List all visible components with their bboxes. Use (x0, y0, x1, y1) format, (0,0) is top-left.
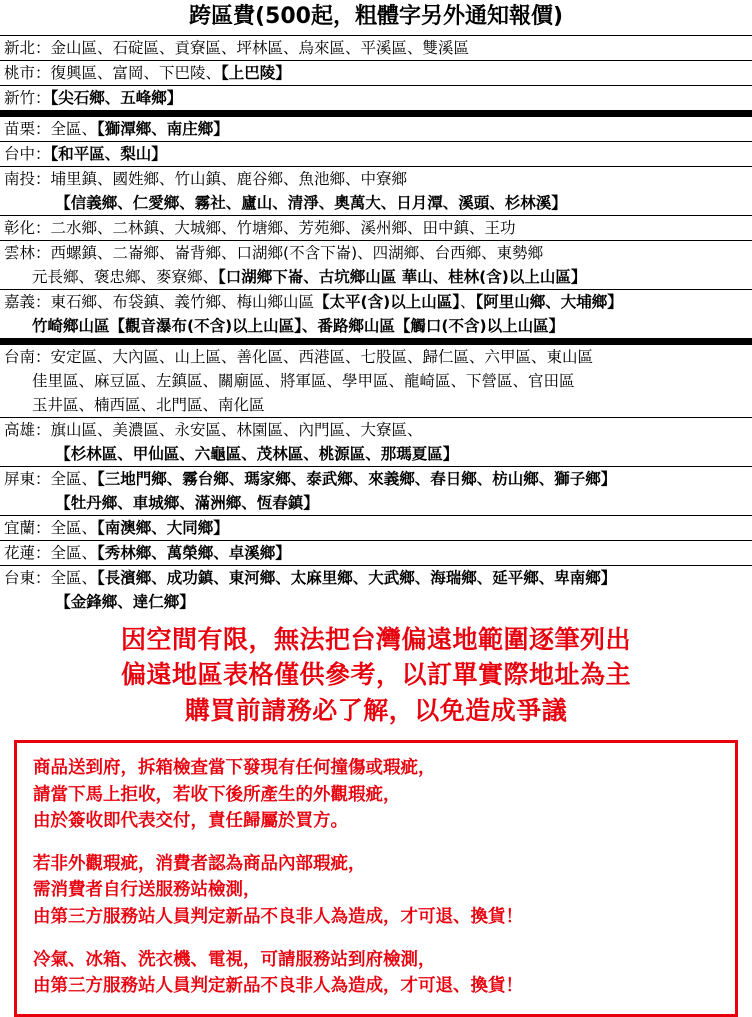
region-text-bold: 【太平(含)以上山區】 (314, 292, 460, 311)
region-name: 屏東： (4, 469, 51, 488)
notice-line: 若非外觀瑕疵，消費者認為商品內部瑕疵， (33, 853, 366, 874)
table-row (0, 240, 752, 265)
region-text: 玉井區、楠西區、北門區、南化區 (32, 395, 265, 414)
region-line (0, 289, 752, 314)
region-line (0, 166, 752, 191)
region-text-bold: 【杉林區、甲仙區、六龜區、茂林區、桃源區、那瑪夏區】 (63, 444, 459, 463)
region-line (0, 215, 752, 240)
notice-paragraph (33, 851, 719, 931)
table-row (0, 35, 752, 60)
region-name: 台中： (4, 144, 51, 163)
region-text-bold: 【金鋒鄉、達仁鄉】 (63, 592, 195, 611)
region-text-bold: 【信義鄉、仁愛鄉、霧社、廬山、清淨、奧萬大、日月潭、溪頭、杉林溪】 (63, 193, 567, 212)
notice-line: 商品送到府，拆箱檢查當下發現有任何撞傷或瑕疵， (33, 758, 436, 778)
region-text-bold: 【牡丹鄉、車城鄉、滿洲鄉、恆春鎮】 (63, 493, 319, 512)
region-line (0, 515, 752, 540)
notice-line: 需消費者自行送服務站檢測， (33, 880, 261, 901)
region-name: 新竹： (4, 88, 51, 107)
region-name: 苗栗： (4, 119, 51, 138)
region-text: 金山區、石碇區、貢寮區、坪林區、烏來區、平溪區、雙溪區 (50, 38, 470, 57)
table-row (0, 466, 752, 491)
region-text (32, 194, 63, 212)
region-text: 旗山區、美濃區、永安區、林園區、內門區、大寮區、 (50, 420, 423, 439)
region-name: 嘉義： (4, 292, 51, 311)
region-text: 元長鄉、褒忠鄉、麥寮鄉、 (32, 267, 219, 286)
region-text: 復興區、富岡、下巴陵、 (50, 63, 222, 82)
table-row (0, 565, 752, 590)
region-line (0, 565, 752, 590)
region-text-bold: 【長濱鄉、成功鎮、東河鄉、太麻里鄉、大武鄉、海瑞鄉、延平鄉、卑南鄉】 (97, 568, 617, 587)
region-text: 全區、 (50, 119, 98, 138)
warning-line: 購買前請務必了解，以免造成爭議 (184, 695, 568, 725)
region-text-bold: 【南澳鄉、大同鄉】 (97, 518, 229, 537)
table-row (0, 590, 752, 614)
region-text: 安定區、大內區、山上區、善化區、西港區、七股區、歸仁區、六甲區、東山區 (50, 347, 594, 366)
region-fee-table (0, 35, 752, 614)
region-text: 西螺鎮、二崙鄉、崙背鄉、口湖鄉(不含下崙)、四湖鄉、台西鄉、東勢鄉 (50, 243, 544, 262)
section-divider-bar (0, 338, 752, 345)
region-text: 東石鄉、布袋鎮、義竹鄉、梅山鄉山區 (50, 292, 315, 311)
table-row (0, 345, 752, 369)
region-text: 全區、 (50, 518, 98, 537)
section-divider (0, 110, 752, 117)
page-title: 跨區費(500起，粗體字另外通知報價) (188, 4, 564, 29)
table-row (0, 393, 752, 418)
region-line (0, 60, 752, 85)
warning-line: 因空間有限，無法把台灣偏遠地範圍逐筆列出 (120, 624, 631, 654)
region-line (0, 240, 752, 265)
notice-paragraph (33, 947, 719, 1000)
region-text: 、 (459, 292, 476, 311)
table-row (0, 60, 752, 85)
region-text: 全區、 (50, 543, 98, 562)
warning-line: 偏遠地區表格僅供參考，以訂單實際地址為主 (120, 660, 631, 689)
warning-block (0, 614, 752, 731)
table-row (0, 289, 752, 314)
region-name: 桃市： (4, 63, 51, 82)
region-name: 彰化： (4, 218, 51, 237)
region-name: 新北： (4, 38, 51, 57)
region-name: 台南： (4, 347, 51, 366)
region-text (32, 593, 63, 611)
table-row (0, 491, 752, 516)
region-text-bold: 【口湖鄉下崙、古坑鄉山區 華山、桂林(含)以上山區】 (218, 267, 587, 286)
table-row (0, 141, 752, 166)
table-row (0, 215, 752, 240)
table-row (0, 166, 752, 191)
region-text (32, 494, 63, 512)
region-text-bold: 【觀音瀑布(不含)以上山區】、番路鄉山區【觸口(不含)以上山區】 (109, 316, 565, 335)
return-policy-notice (14, 740, 738, 1017)
region-text-bold: 竹崎鄉山區 (32, 316, 110, 335)
region-text-bold: 【秀林鄉、萬榮鄉、卓溪鄉】 (97, 543, 291, 562)
region-table-body (0, 35, 752, 614)
notice-paragraph (33, 755, 719, 835)
region-line (0, 491, 752, 516)
notice-line: 由第三方服務站人員判定新品不良非人為造成，才可退、換貨！ (33, 906, 523, 927)
region-name: 台東： (4, 568, 51, 587)
region-line (0, 35, 752, 60)
region-line (0, 117, 752, 142)
region-text-bold: 【和平區、梨山】 (50, 144, 167, 163)
region-name: 宜蘭： (4, 518, 51, 537)
region-text-bold: 【獅潭鄉、南庄鄉】 (97, 119, 229, 138)
region-line (0, 393, 752, 418)
region-text-bold: 【上巴陵】 (221, 63, 291, 82)
table-row (0, 442, 752, 467)
region-name: 雲林： (4, 243, 51, 262)
region-text (32, 445, 63, 463)
notice-line: 冷氣、冰箱、洗衣機、電視，可請服務站到府檢測， (33, 949, 436, 970)
section-divider-bar (0, 110, 752, 117)
region-line (0, 590, 752, 614)
table-row (0, 85, 752, 110)
region-line (0, 191, 752, 216)
region-text: 全區、 (50, 469, 98, 488)
region-line (0, 85, 752, 110)
notice-line: 請當下馬上拒收，若收下後所產生的外觀瑕疵， (33, 784, 401, 805)
region-line (0, 466, 752, 491)
table-row (0, 515, 752, 540)
region-text-bold: 【阿里山鄉、大埔鄉】 (475, 292, 623, 311)
region-text: 二水鄉、二林鎮、大城鄉、竹塘鄉、芳苑鄉、溪州鄉、田中鎮、王功 (50, 218, 516, 237)
notice-line: 由第三方服務站人員判定新品不良非人為造成，才可退、換貨！ (33, 976, 523, 997)
region-line (0, 417, 752, 442)
region-text: 佳里區、麻豆區、左鎮區、關廟區、將軍區、學甲區、龍崎區、下營區、官田區 (32, 371, 575, 390)
region-line (0, 345, 752, 369)
notice-line: 由於簽收即代表交付，責任歸屬於買方。 (33, 811, 348, 832)
region-text-bold: 【尖石鄉、五峰鄉】 (50, 88, 183, 107)
region-text-bold: 【三地門鄉、霧台鄉、瑪家鄉、泰武鄉、來義鄉、春日鄉、枋山鄉、獅子鄉】 (97, 469, 617, 488)
region-name: 高雄： (4, 420, 51, 439)
region-name: 南投： (4, 169, 51, 188)
region-line (0, 314, 752, 338)
table-row (0, 117, 752, 142)
table-row (0, 265, 752, 290)
region-line (0, 141, 752, 166)
region-line (0, 369, 752, 393)
region-text: 埔里鎮、國姓鄉、竹山鎮、鹿谷鄉、魚池鄉、中寮鄉 (50, 169, 408, 188)
table-row (0, 191, 752, 216)
region-name: 花蓮： (4, 543, 51, 562)
table-row (0, 540, 752, 565)
table-row (0, 369, 752, 393)
region-line (0, 442, 752, 467)
region-text: 全區、 (50, 568, 98, 587)
region-line (0, 540, 752, 565)
section-divider (0, 338, 752, 345)
region-line (0, 265, 752, 290)
table-row (0, 314, 752, 338)
table-row (0, 417, 752, 442)
